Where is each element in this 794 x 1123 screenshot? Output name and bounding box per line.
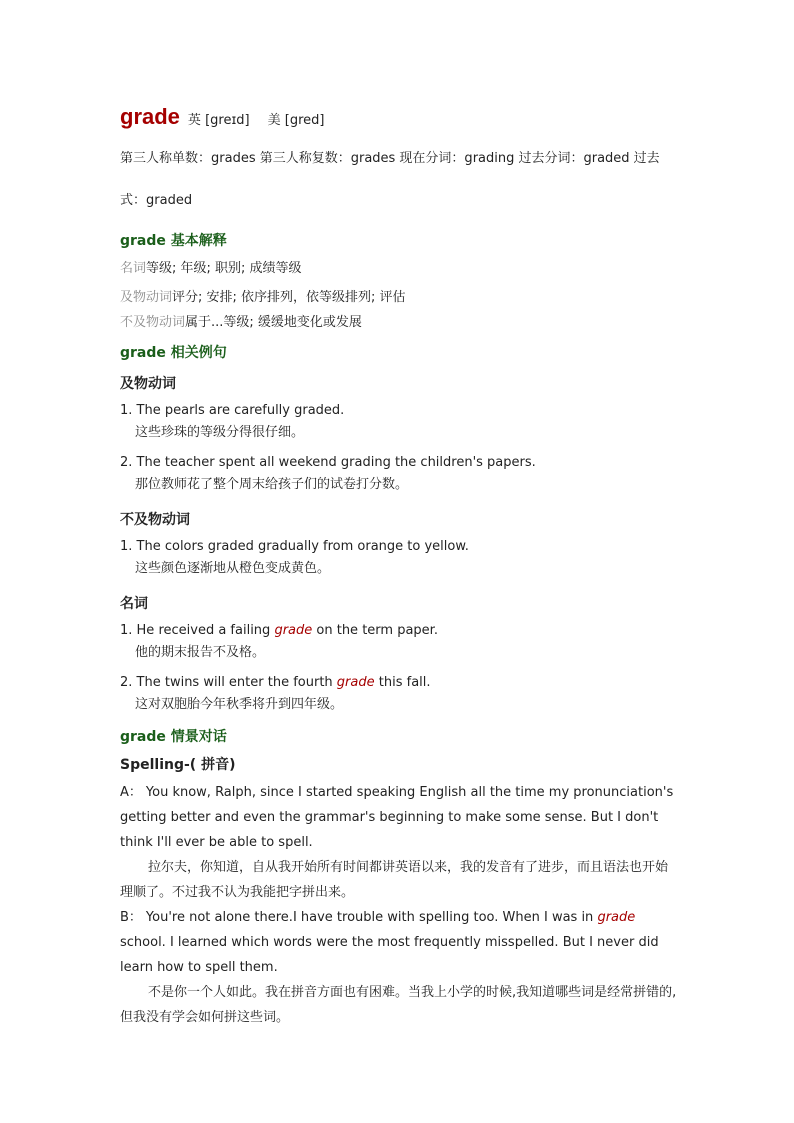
- dialog-b-en-pre: You're not alone there.I have trouble with spelling too. When I was in: [145, 910, 598, 925]
- example-item: [120, 452, 680, 496]
- example-keyword: grade: [274, 623, 313, 638]
- definition-pos: 不及物动词: [120, 315, 186, 330]
- category-vi-title: 不及物动词: [120, 512, 190, 528]
- dialog-b-zh: 不是你一个人如此。我在拼音方面也有困难。当我上小学的时候,我知道哪些词是经常拼错的, 但我没有学会如何拼这些词。: [120, 985, 677, 1025]
- definition-vi: [120, 312, 680, 334]
- speaker-b: B：: [120, 910, 142, 925]
- example-zh: 他的期末报告不及格。: [135, 645, 266, 660]
- dialog-a-en: [120, 780, 680, 855]
- example-item: [120, 672, 680, 716]
- definition-pos: 名词: [120, 261, 147, 276]
- category-vt-title: 及物动词: [120, 376, 176, 392]
- example-en: [120, 672, 680, 694]
- section-examples-title: grade 相关例句: [120, 345, 227, 361]
- phonetic-uk-label: 英: [187, 113, 201, 128]
- definition-text: 属于...等级; 缓缓地变化或发展: [185, 315, 362, 330]
- example-en: 2. The teacher spent all weekend grading the children's papers.: [120, 455, 536, 470]
- category-noun-title: 名词: [120, 596, 148, 612]
- example-zh: 这些珍珠的等级分得很仔细。: [135, 425, 305, 440]
- example-en-post: this fall.: [374, 675, 431, 690]
- phonetic-us-ipa: [gred]: [284, 113, 325, 128]
- example-zh: 这对双胞胎今年秋季将升到四年级。: [135, 697, 344, 712]
- dialog-keyword: grade: [597, 910, 636, 925]
- dialog-b-en-post: school. I learned which words were the most frequently misspelled. But I never did learn how to spell them.: [120, 935, 659, 975]
- example-en: 1. The pearls are carefully graded.: [120, 403, 345, 418]
- dialog-b-en: [120, 905, 680, 980]
- speaker-a: A：: [120, 785, 142, 800]
- definition-text: 评分; 安排; 依序排列，依等级排列; 评估: [172, 290, 406, 305]
- headword-line: [120, 104, 680, 134]
- definition-pos: 及物动词: [120, 290, 173, 305]
- example-en-post: on the term paper.: [312, 623, 438, 638]
- example-item: [120, 536, 680, 580]
- dialog-title: Spelling-( 拼音): [120, 757, 236, 773]
- dialog-a-en-text: You know, Ralph, since I started speaking English all the time my pronunciation's getting better and even the grammar's beginning to make some sense. But I don't think I'll ever be able to spell.: [120, 785, 674, 850]
- dialog-a-zh: 拉尔夫，你知道，自从我开始所有时间都讲英语以来，我的发音有了进步，而且语法也开始理顺了。不过我不认为我能把字拼出来。: [120, 860, 669, 900]
- example-en-pre: 1. He received a failing: [120, 623, 275, 638]
- definition-noun: [120, 254, 680, 283]
- dictionary-entry: [120, 104, 680, 1030]
- word-forms: [120, 138, 680, 222]
- example-item: [120, 620, 680, 664]
- example-en-pre: 2. The twins will enter the fourth: [120, 675, 337, 690]
- phonetic-us-label: 美: [267, 113, 281, 128]
- example-zh: 这些颜色逐渐地从橙色变成黄色。: [135, 561, 331, 576]
- section-dialog-title: grade 情景对话: [120, 729, 227, 745]
- example-keyword: grade: [336, 675, 375, 690]
- definition-text: 等级; 年级; 职别; 成绩等级: [146, 261, 302, 276]
- example-zh: 那位教师花了整个周末给孩子们的试卷打分数。: [135, 477, 409, 492]
- phonetic-us: [268, 109, 325, 128]
- word-forms-line-1: 第三人称单数：grades 第三人称复数：grades 现在分词：grading 过去分词：graded 过去: [120, 151, 660, 166]
- word-forms-line-2: 式：graded: [120, 193, 193, 208]
- definition-vt: [120, 283, 680, 312]
- phonetic-uk: [188, 109, 250, 128]
- headword: grade: [120, 104, 180, 129]
- example-item: [120, 400, 680, 444]
- phonetic-uk-ipa: [greɪd]: [205, 113, 250, 128]
- section-basic-title: grade 基本解释: [120, 233, 227, 249]
- example-en: [120, 620, 680, 642]
- example-en: 1. The colors graded gradually from orange to yellow.: [120, 539, 469, 554]
